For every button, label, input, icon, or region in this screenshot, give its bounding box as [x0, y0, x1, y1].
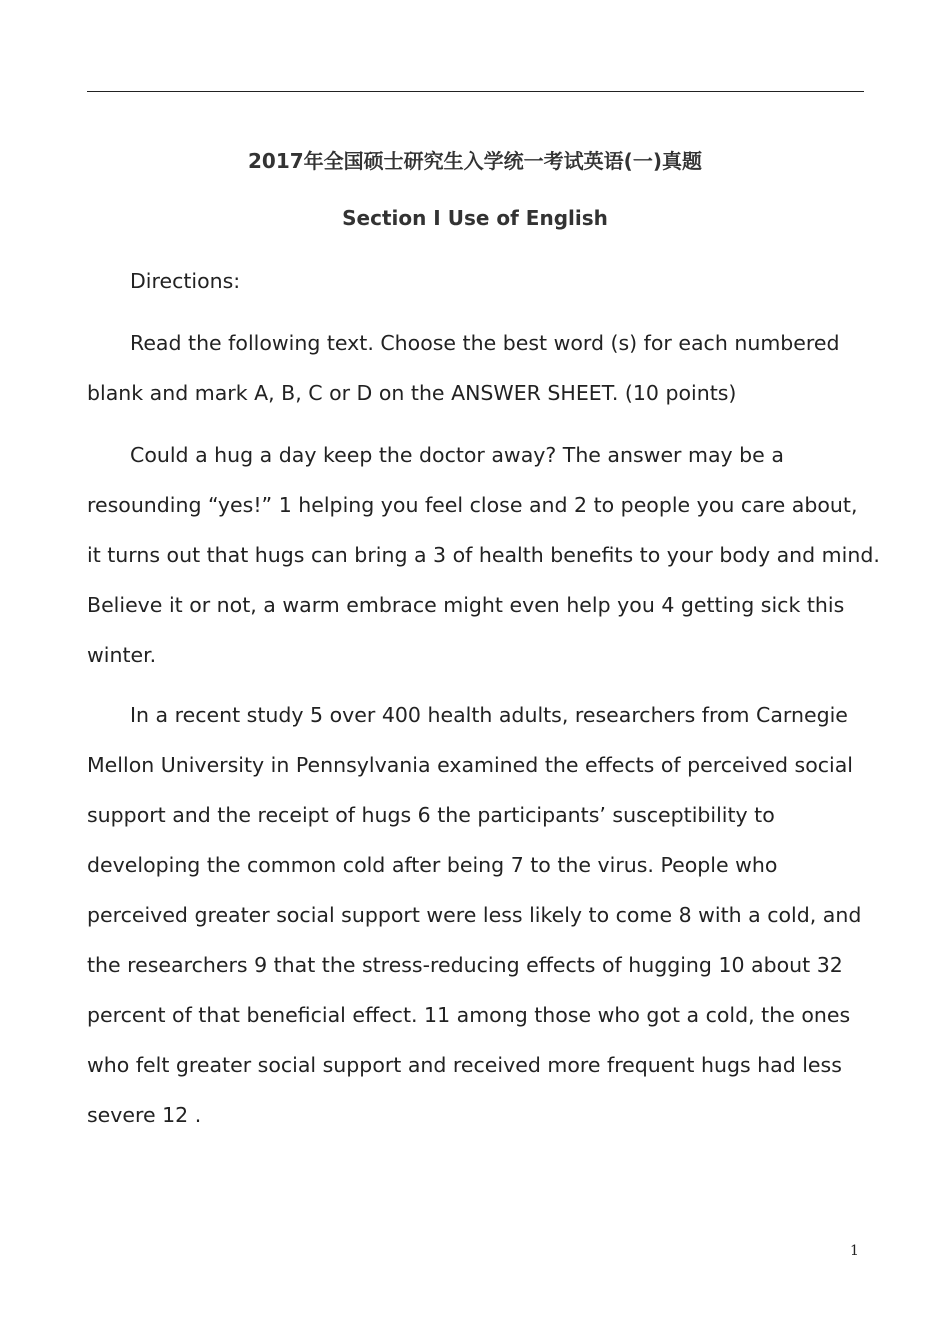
paragraph-line: developing the common cold after being 7 to the virus. People who	[87, 853, 778, 877]
paragraph-line: the researchers 9 that the stress-reducing effects of hugging 10 about 32	[87, 953, 843, 977]
paragraph-line: it turns out that hugs can bring a 3 of health benefits to your body and mind.	[87, 543, 880, 567]
directions-label	[87, 256, 877, 306]
paragraph-line: support and the receipt of hugs 6 the participants’ susceptibility to	[87, 803, 775, 827]
paragraph-line: severe 12 .	[87, 1103, 202, 1127]
header-rule	[87, 91, 864, 92]
paragraph-line: percent of that beneficial effect. 11 among those who got a cold, the ones	[87, 1003, 851, 1027]
section-title: Section I Use of English	[342, 206, 608, 230]
paragraph-line: Read the following text. Choose the best word (s) for each numbered	[130, 331, 840, 355]
passage-paragraph-2	[87, 690, 877, 1140]
passage-paragraph-1	[87, 430, 880, 680]
paragraph-line: Believe it or not, a warm embrace might even help you 4 getting sick this	[87, 593, 845, 617]
paragraph-line: who felt greater social support and received more frequent hugs had less	[87, 1053, 842, 1077]
instructions-paragraph	[87, 318, 877, 418]
paragraph-line: perceived greater social support were less likely to come 8 with a cold, and	[87, 903, 862, 927]
paragraph-line: Mellon University in Pennsylvania examined the effects of perceived social	[87, 753, 854, 777]
page-number: 1	[850, 1243, 859, 1259]
paragraph-line: blank and mark A, B, C or D on the ANSWER SHEET. (10 points)	[87, 381, 737, 405]
paragraph-line: winter.	[87, 643, 157, 667]
exam-title: 2017年全国硕士研究生入学统一考试英语(一)真题	[248, 149, 702, 173]
paragraph-line: Could a hug a day keep the doctor away? The answer may be a	[130, 443, 784, 467]
paragraph-line: In a recent study 5 over 400 health adults, researchers from Carnegie	[130, 703, 848, 727]
paragraph-line: resounding “yes!” 1 helping you feel close and 2 to people you care about,	[87, 493, 858, 517]
directions-text: Directions:	[130, 269, 241, 293]
